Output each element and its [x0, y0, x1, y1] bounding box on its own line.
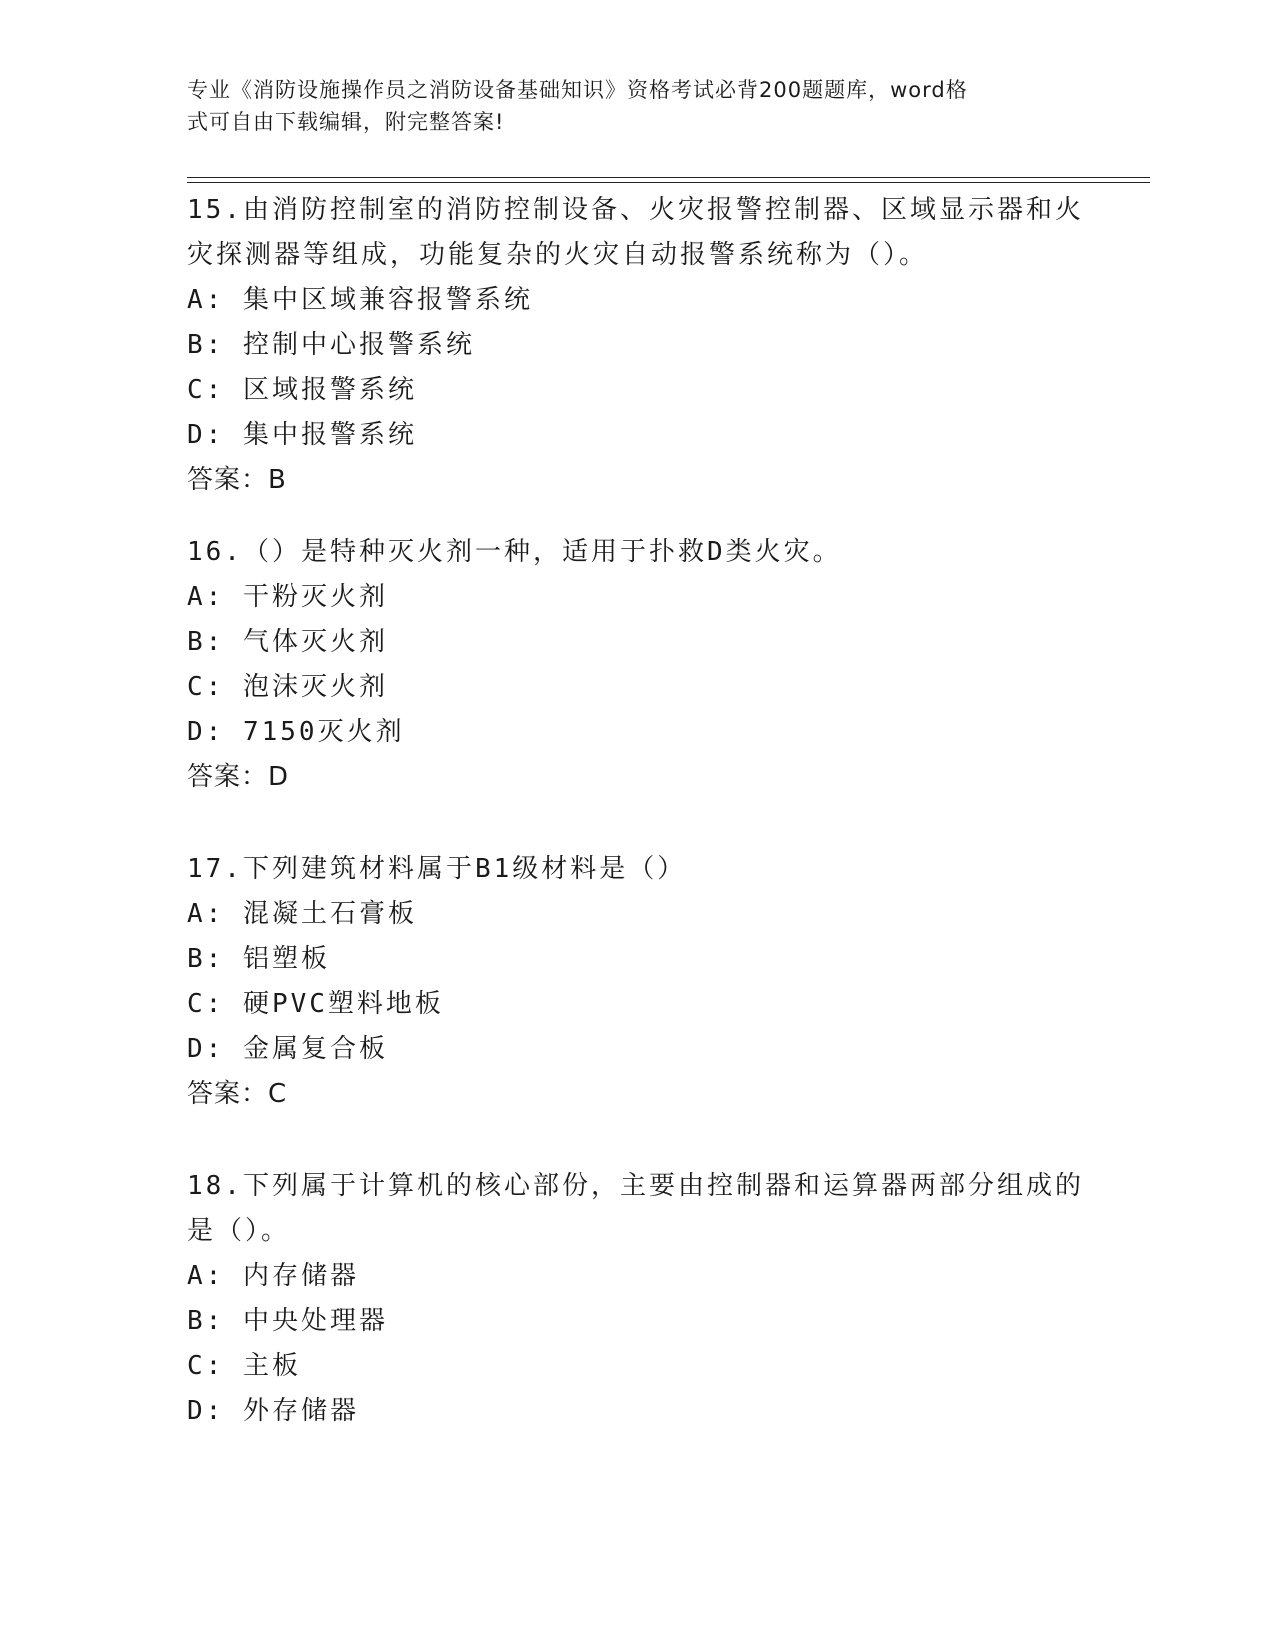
question-stem-line-1: 17.下列建筑材料属于B1级材料是（） [187, 854, 687, 884]
header-line-2: 式可自由下载编辑，附完整答案! [187, 110, 505, 134]
header-line-1: 专业《消防设施操作员之消防设备基础知识》资格考试必背200题题库，word格 [187, 78, 968, 102]
option-b: B: 铝塑板 [187, 944, 330, 974]
question-16 [187, 530, 1087, 800]
option-c: C: 泡沫灭火剂 [187, 672, 388, 702]
option-d: D: 金属复合板 [187, 1034, 388, 1064]
option-a: A: 集中区域兼容报警系统 [187, 285, 533, 315]
answer-line: 答案：C [187, 1079, 288, 1109]
question-17 [187, 847, 1087, 1117]
answer-line: 答案：D [187, 762, 290, 792]
question-stem-line-2: 是（）。 [187, 1216, 291, 1246]
answer-line: 答案：B [187, 465, 287, 495]
question-stem-line-1: 16.（）是特种灭火剂一种，适用于扑救D类火灾。 [187, 537, 842, 567]
option-d: D: 集中报警系统 [187, 420, 417, 450]
option-b: B: 控制中心报警系统 [187, 330, 475, 360]
question-stem-line-2: 灾探测器等组成，功能复杂的火灾自动报警系统称为（）。 [187, 240, 929, 270]
document-header [187, 74, 1067, 138]
option-d: D: 7150灭火剂 [187, 717, 405, 747]
question-stem-line-1: 18.下列属于计算机的核心部份，主要由控制器和运算器两部分组成的 [187, 1171, 1084, 1201]
option-b: B: 气体灭火剂 [187, 627, 388, 657]
question-18 [187, 1164, 1087, 1434]
question-stem-line-1: 15.由消防控制室的消防控制设备、火灾报警控制器、区域显示器和火 [187, 195, 1084, 225]
option-c: C: 区域报警系统 [187, 375, 417, 405]
option-c: C: 主板 [187, 1351, 301, 1381]
option-a: A: 内存储器 [187, 1261, 359, 1291]
option-d: D: 外存储器 [187, 1396, 359, 1426]
header-divider-top [187, 177, 1150, 178]
header-divider-bottom [187, 182, 1150, 183]
option-c: C: 硬PVC塑料地板 [187, 989, 444, 1019]
question-15 [187, 188, 1087, 503]
option-b: B: 中央处理器 [187, 1306, 388, 1336]
option-a: A: 干粉灭火剂 [187, 582, 388, 612]
option-a: A: 混凝土石膏板 [187, 899, 417, 929]
